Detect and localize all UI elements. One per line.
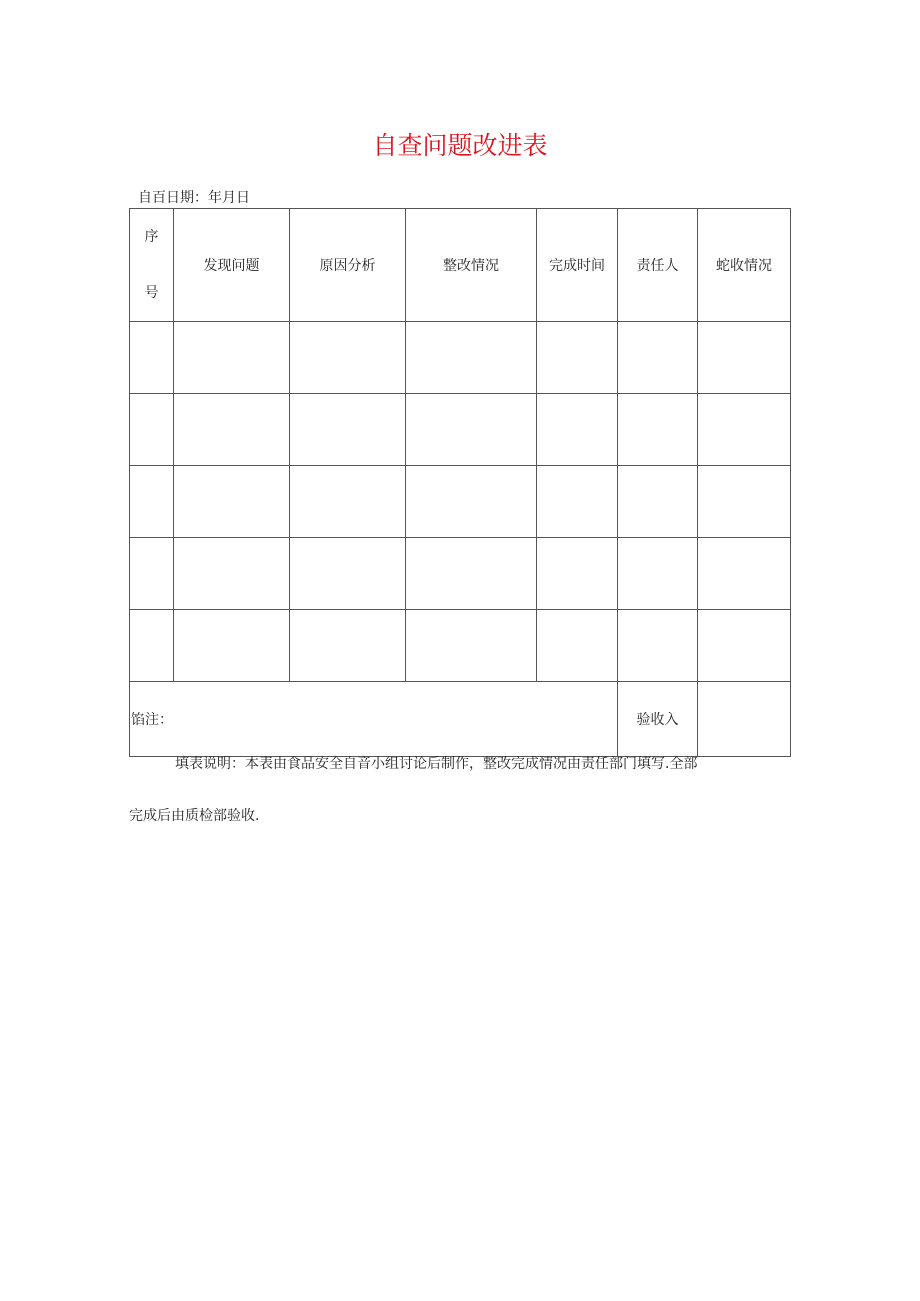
cell-rectification[interactable] [406,466,537,538]
cell-seq[interactable] [130,538,174,610]
cell-acceptance[interactable] [698,394,791,466]
cell-rectification[interactable] [406,394,537,466]
cell-found-problem[interactable] [174,538,290,610]
table-row [130,394,791,466]
cell-seq[interactable] [130,610,174,682]
table-row [130,466,791,538]
cell-completion-time[interactable] [537,610,618,682]
page-title: 自查问题改进表 [372,131,548,160]
cell-seq[interactable] [130,322,174,394]
cell-acceptance[interactable] [698,610,791,682]
acceptor-label: 验收入 [618,682,698,757]
cell-cause-analysis[interactable] [290,322,406,394]
cell-completion-time[interactable] [537,394,618,466]
cell-responsible[interactable] [618,538,698,610]
cell-responsible[interactable] [618,394,698,466]
cell-found-problem[interactable] [174,466,290,538]
cell-acceptance[interactable] [698,466,791,538]
header-responsible: 责任人 [618,209,698,322]
cell-rectification[interactable] [406,322,537,394]
inspection-date-line: 自百日期：年月日 [138,190,250,206]
table-row [130,538,791,610]
cell-acceptance[interactable] [698,538,791,610]
cell-responsible[interactable] [618,466,698,538]
cell-acceptance[interactable] [698,322,791,394]
cell-responsible[interactable] [618,322,698,394]
header-seq-top: 序 [144,229,159,245]
cell-rectification[interactable] [406,610,537,682]
header-completion-time: 完成时间 [537,209,618,322]
explanation-line-1: 填表说明：本表由食品安全自音小组讨论后制作，整改完成情况由责任部门填写.全部 [175,756,698,772]
note-cell[interactable]: 馅注： [130,682,618,757]
cell-found-problem[interactable] [174,394,290,466]
header-seq [130,209,174,322]
cell-rectification[interactable] [406,538,537,610]
cell-cause-analysis[interactable] [290,394,406,466]
header-found-problem: 发现问题 [174,209,290,322]
cell-completion-time[interactable] [537,466,618,538]
cell-seq[interactable] [130,394,174,466]
table-header-row [130,209,791,322]
header-acceptance: 蛇收情况 [698,209,791,322]
cell-completion-time[interactable] [537,538,618,610]
improvement-table [129,208,791,757]
cell-cause-analysis[interactable] [290,538,406,610]
note-row [130,682,791,757]
cell-responsible[interactable] [618,610,698,682]
explanation-line-2: 完成后由质检部验收. [129,808,260,824]
cell-cause-analysis[interactable] [290,466,406,538]
header-cause-analysis: 原因分析 [290,209,406,322]
cell-found-problem[interactable] [174,610,290,682]
cell-found-problem[interactable] [174,322,290,394]
acceptor-signature-cell[interactable] [698,682,791,757]
header-rectification: 整改情况 [406,209,537,322]
table-row [130,322,791,394]
cell-seq[interactable] [130,466,174,538]
cell-cause-analysis[interactable] [290,610,406,682]
header-seq-bottom: 号 [144,285,159,301]
cell-completion-time[interactable] [537,322,618,394]
table-row [130,610,791,682]
